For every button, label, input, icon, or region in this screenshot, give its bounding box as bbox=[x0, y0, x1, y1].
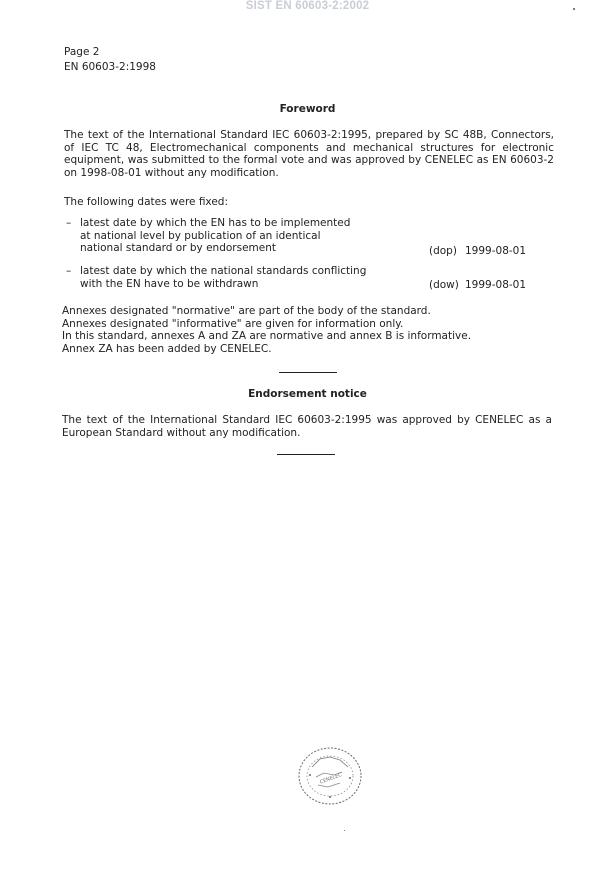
section-divider bbox=[279, 372, 337, 373]
endorsement-paragraph bbox=[62, 414, 552, 439]
annex-paragraph bbox=[62, 305, 471, 355]
page-number: Page 2 bbox=[64, 46, 100, 58]
watermark: SIST EN 60603-2:2002 bbox=[245, 0, 370, 12]
date-item-dop bbox=[66, 217, 536, 257]
section-divider bbox=[277, 454, 335, 455]
svg-text:CENELEC: CENELEC bbox=[319, 772, 343, 786]
annex-line: Annex ZA has been added by CENELEC. bbox=[62, 342, 272, 355]
date-item-line: latest date by which the EN has to be implemented bbox=[80, 217, 351, 229]
foreword-line: equipment, was submitted to the formal vote and was approved by CENELEC as EN 60603-2 bbox=[64, 154, 554, 166]
date-item-line: latest date by which the national standards conflicting bbox=[80, 265, 367, 277]
annex-line: Annexes designated "normative" are part of the body of the standard. bbox=[62, 305, 431, 317]
foreword-paragraph bbox=[64, 129, 554, 179]
date-item-line: with the EN have to be withdrawn bbox=[80, 277, 259, 290]
dash-bullet: – bbox=[66, 265, 72, 277]
document-number: EN 60603-2:1998 bbox=[64, 61, 156, 73]
date-item-line: at national level by publication of an identical bbox=[80, 229, 321, 242]
date-item-line: national standard or by endorsement bbox=[80, 242, 277, 254]
annex-line: Annexes designated "informative" are given for information only. bbox=[62, 317, 404, 330]
scan-speck bbox=[344, 830, 345, 831]
date-code: (dop) bbox=[429, 245, 457, 257]
date-item-dow bbox=[66, 265, 536, 293]
foreword-line: of IEC TC 48, Electromechanical components and mechanical structures for electronic bbox=[64, 141, 554, 154]
annex-line: In this standard, annexes A and ZA are normative and annex B is informative. bbox=[62, 330, 472, 342]
endorsement-line: European Standard without any modification. bbox=[62, 426, 301, 439]
endorsement-title: Endorsement notice bbox=[248, 388, 367, 400]
date-code: (dow) bbox=[429, 279, 459, 291]
dates-intro: The following dates were fixed: bbox=[64, 196, 228, 208]
date-value: 1999-08-01 bbox=[465, 245, 527, 257]
seal-stamp-icon bbox=[296, 745, 364, 807]
foreword-line: The text of the International Standard IEC 60603-2:1995, prepared by SC 48B, Connectors, bbox=[64, 129, 554, 141]
foreword-line: on 1998-08-01 without any modification. bbox=[64, 166, 279, 179]
dash-bullet: – bbox=[66, 217, 72, 229]
date-value: 1999-08-01 bbox=[465, 279, 527, 291]
scan-speck bbox=[573, 8, 575, 10]
foreword-title: Foreword bbox=[279, 103, 336, 115]
endorsement-line: The text of the International Standard IEC 60603-2:1995 was approved by CENELEC as a bbox=[62, 414, 552, 426]
